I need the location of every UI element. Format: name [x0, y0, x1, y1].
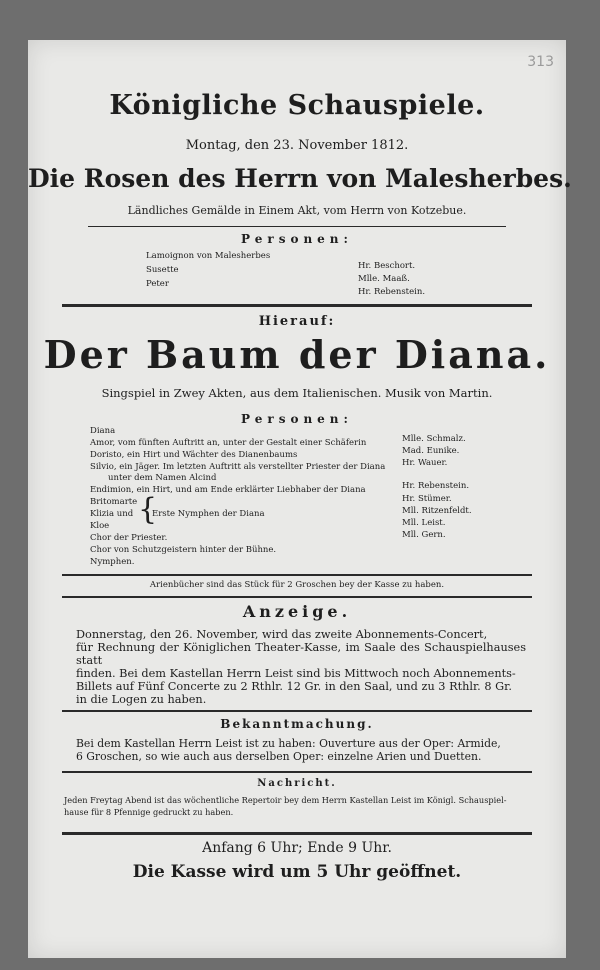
playbill-sheet — [28, 40, 572, 958]
role: Endimion, ein Hirt, und am Ende erklärter Liebhaber der Diana — [90, 485, 366, 495]
section-rule — [62, 832, 532, 835]
box-office-opening: Die Kasse wird um 5 Uhr geöffnet. — [132, 862, 462, 882]
play2-personen-heading: Personen: — [241, 412, 353, 426]
role: Chor von Schutzgeistern hinter der Bühne. — [90, 545, 277, 555]
actor: Mll. Gern. — [402, 530, 446, 540]
archive-number: 313 — [527, 54, 554, 70]
theatre-title: Königliche Schauspiele. — [109, 90, 485, 121]
actor: Hr. Stümer. — [402, 494, 452, 504]
section-rule — [62, 771, 532, 773]
play1-subtitle: Ländliches Gemälde in Einem Akt, vom Herrn von Kotzebue. — [127, 204, 467, 217]
bekanntmachung-line: Bei dem Kastellan Herrn Leist ist zu haben: Ouverture aus der Oper: Armide, — [76, 737, 501, 750]
actor: Hr. Rebenstein. — [402, 481, 470, 491]
nachricht-text — [64, 794, 536, 818]
cast-actor: Hr. Beschort. — [358, 261, 416, 271]
section-rule — [62, 304, 532, 307]
actor: Hr. Wauer. — [402, 458, 448, 468]
bekanntmachung-text — [76, 737, 526, 763]
bekanntmachung-line: 6 Groschen, so wie auch aus derselben Oper: einzelne Arien und Duetten. — [76, 750, 482, 763]
play1-title: Die Rosen des Herrn von Malesherbes. — [28, 164, 572, 193]
play1-personen-heading: Personen: — [241, 232, 353, 246]
role: Chor der Priester. — [90, 533, 168, 543]
role: Doristo, ein Hirt und Wächter des Dianenbaums — [90, 450, 298, 460]
role: Erste Nymphen der Diana — [152, 509, 265, 519]
anzeige-line: für Rechnung der Königlichen Theater-Kasse, im Saale des Schauspielhauses statt — [76, 641, 526, 667]
cast-actor: Hr. Rebenstein. — [358, 287, 426, 297]
actor: Mlle. Schmalz. — [402, 434, 466, 444]
role: Diana — [90, 426, 116, 436]
anzeige-title: Anzeige. — [242, 602, 352, 621]
brace-glyph: { — [138, 492, 158, 527]
anzeige-text — [76, 628, 526, 706]
play2-subtitle: Singspiel in Zwey Akten, aus dem Italienischen. Musik von Martin. — [101, 386, 493, 400]
anzeige-line: Donnerstag, den 26. November, wird das zweite Abonnements-Concert, — [76, 628, 488, 641]
actor: Mll. Ritzenfeldt. — [402, 506, 472, 516]
nachricht-line: hause für 8 Pfennige gedruckt zu haben. — [64, 807, 234, 817]
role: unter dem Namen Alcind — [108, 473, 217, 483]
actor: Mad. Eunike. — [402, 446, 460, 456]
play2-intro: Hierauf: — [258, 314, 336, 329]
anzeige-line: finden. Bei dem Kastellan Herrn Leist sind bis Mittwoch noch Abonnements- — [76, 667, 516, 680]
bekanntmachung-title: Bekanntmachung. — [220, 717, 374, 731]
role: Amor, vom fünften Auftritt an, unter der Gestalt einer Schäferin — [90, 438, 367, 448]
anzeige-line: in die Logen zu haben. — [76, 693, 207, 706]
role: Britomarte — [90, 497, 138, 507]
section-rule — [62, 710, 532, 712]
section-rule — [62, 574, 532, 576]
libretto-note: Arienbücher sind das Stück für 2 Groschen bey der Kasse zu haben. — [149, 580, 445, 590]
role: Kloe — [90, 521, 110, 531]
nachricht-title: Nachricht. — [257, 778, 337, 789]
play2-title: Der Baum der Diana. — [43, 332, 551, 377]
nachricht-line: Jeden Freytag Abend ist das wöchentliche Repertoir bey dem Herrn Kastellan Leist im Königl. Schauspiel- — [64, 795, 507, 805]
role: Klizia und — [90, 509, 134, 519]
anzeige-line: Billets auf Fünf Concerte zu 2 Rthlr. 12 Gr. in den Saal, und zu 3 Rthlr. 8 Gr. — [76, 680, 512, 693]
role: Silvio, ein Jäger. Im letzten Auftritt als verstellter Priester der Diana — [90, 462, 386, 472]
cast-role: Peter — [146, 279, 169, 289]
section-rule — [62, 596, 532, 598]
divider — [88, 226, 506, 227]
role: Nymphen. — [90, 557, 135, 567]
cast-actor: Mlle. Maaß. — [358, 274, 410, 284]
performance-times: Anfang 6 Uhr; Ende 9 Uhr. — [202, 840, 392, 856]
cast-role: Lamoignon von Malesherbes — [146, 251, 271, 261]
performance-date: Montag, den 23. November 1812. — [185, 138, 409, 153]
actor: Mll. Leist. — [402, 518, 446, 528]
cast-role: Susette — [146, 265, 179, 275]
